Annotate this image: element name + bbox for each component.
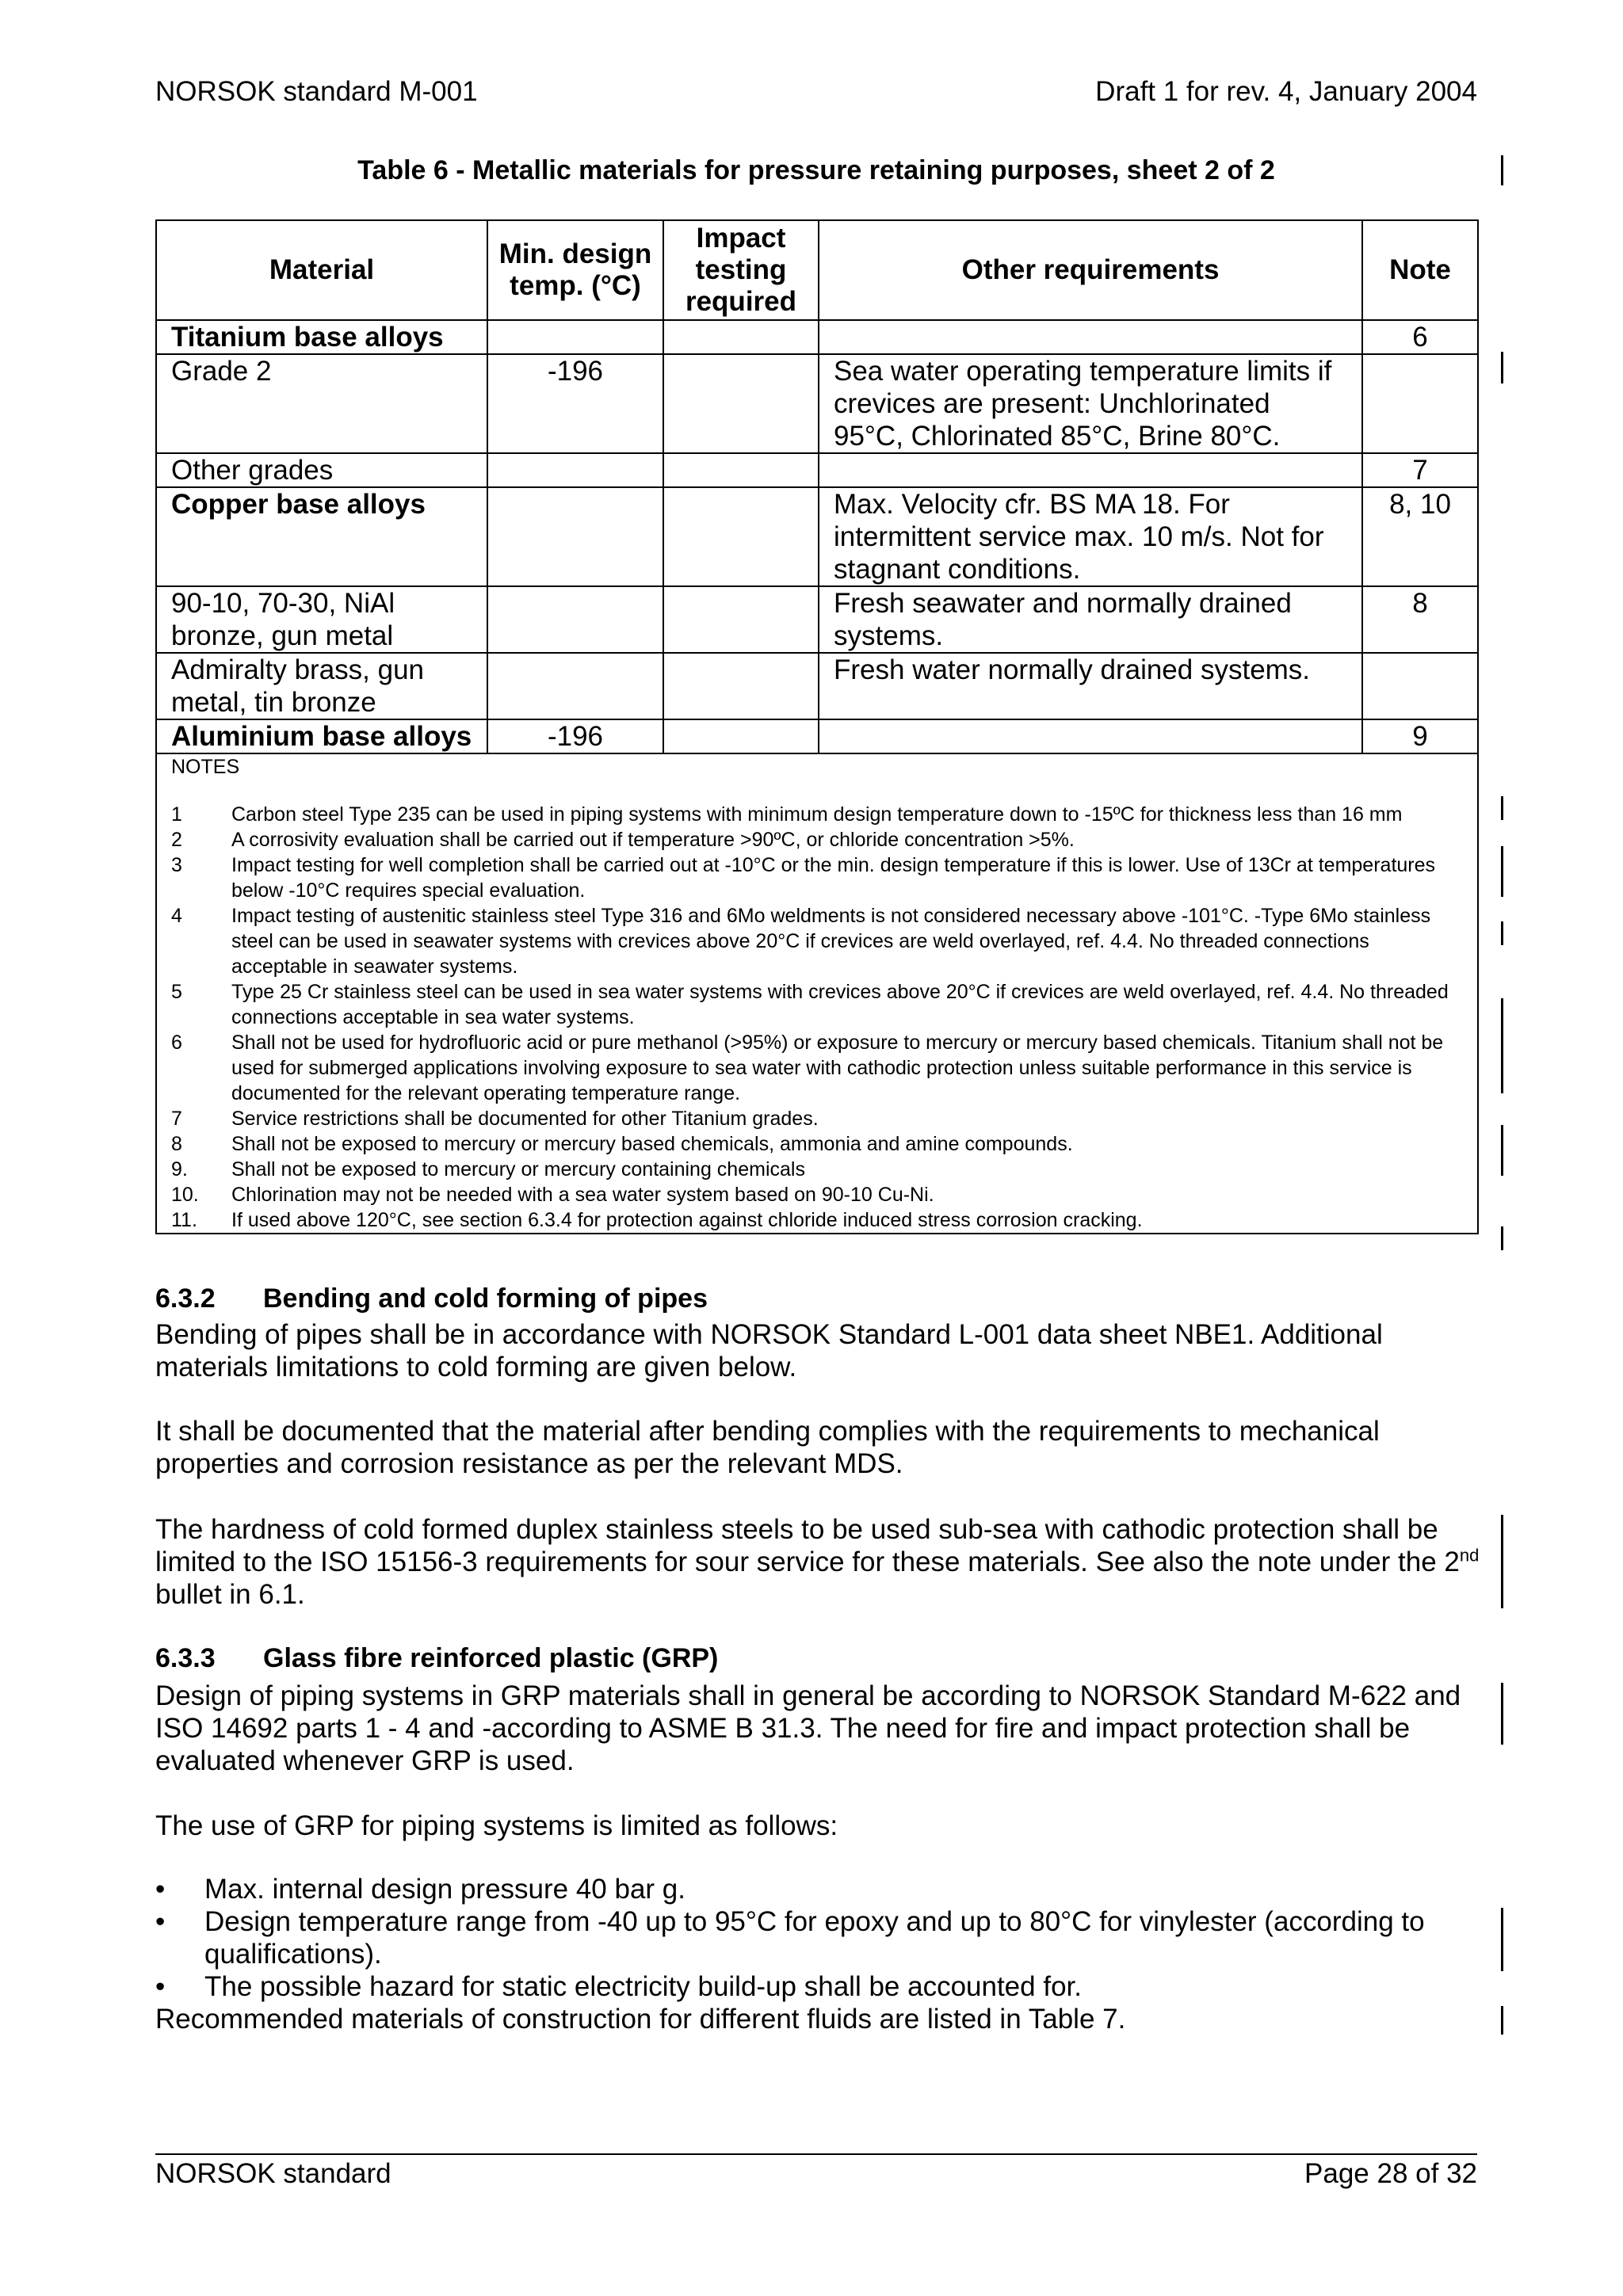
note-item bbox=[171, 852, 1463, 903]
change-bar bbox=[1501, 846, 1503, 897]
footer-left: NORSOK standard bbox=[155, 2158, 391, 2189]
cell-note: 7 bbox=[1362, 453, 1478, 487]
cell-other bbox=[819, 453, 1362, 487]
note-text: Service restrictions shall be documented for other Titanium grades. bbox=[231, 1108, 819, 1130]
note-text: Shall not be used for hydrofluoric acid or pure methanol (>95%) or exposure to mercury or mercury based chemicals. Titanium shall not be used for submerged applications involving exposure to sea water with cathodic protection unless suitable performance in this service is documented for the relevant operating temperature range. bbox=[231, 1032, 1444, 1104]
header-right: Draft 1 for rev. 4, January 2004 bbox=[1095, 76, 1477, 107]
paragraph-text: The hardness of cold formed duplex stainless steels to be used sub-sea with cathodic protection shall be limited to the ISO 15156-3 requirements for sour service for these materials. See also the note under the 2 bbox=[155, 1514, 1460, 1577]
table-row bbox=[156, 320, 1478, 354]
table-row bbox=[156, 653, 1478, 719]
table-caption: Table 6 - Metallic materials for pressure retaining purposes, sheet 2 of 2 bbox=[357, 155, 1275, 185]
note-item bbox=[171, 979, 1463, 1030]
note-text: Shall not be exposed to mercury or mercury containing chemicals bbox=[231, 1158, 805, 1180]
table-row bbox=[156, 719, 1478, 753]
cell-impact bbox=[663, 320, 819, 354]
cell-note: 8 bbox=[1362, 586, 1478, 653]
change-bar bbox=[1501, 2006, 1503, 2035]
cell-temp bbox=[487, 586, 663, 653]
notes-title: NOTES bbox=[171, 756, 240, 778]
note-number: 2 bbox=[171, 829, 182, 851]
change-bar bbox=[1501, 1683, 1503, 1745]
change-bar bbox=[1501, 1908, 1503, 1971]
cell-material: Copper base alloys bbox=[156, 487, 487, 586]
change-bar bbox=[1501, 921, 1503, 945]
col-header-material: Material bbox=[156, 220, 487, 320]
change-bar bbox=[1501, 1125, 1503, 1176]
cell-other: Max. Velocity cfr. BS MA 18. For intermittent service max. 10 m/s. Not for stagnant conditions. bbox=[819, 487, 1362, 586]
note-number: 9. bbox=[171, 1158, 188, 1180]
note-number: 6 bbox=[171, 1032, 182, 1054]
cell-material: Grade 2 bbox=[156, 354, 487, 453]
change-bar bbox=[1501, 1515, 1503, 1608]
cell-note bbox=[1362, 653, 1478, 719]
table-row bbox=[156, 487, 1478, 586]
note-number: 5 bbox=[171, 981, 182, 1003]
cell-impact bbox=[663, 487, 819, 586]
paragraph: Design of piping systems in GRP materials shall in general be according to NORSOK Standard M-622 and ISO 14692 parts 1 - 4 and -according to ASME B 31.3. The need for fire and impact protection shall be evaluated whenever GRP is used. bbox=[155, 1680, 1461, 1776]
note-text: Chlorination may not be needed with a sea water system based on 90-10 Cu-Ni. bbox=[231, 1184, 934, 1206]
note-number: 11. bbox=[171, 1209, 197, 1231]
note-number: 3 bbox=[171, 854, 182, 876]
note-item bbox=[171, 903, 1463, 979]
bullet-icon: • bbox=[155, 1971, 166, 2002]
change-bar bbox=[1501, 155, 1503, 185]
list-item bbox=[155, 1970, 1487, 2003]
list-item-text: The possible hazard for static electricity build-up shall be accounted for. bbox=[204, 1971, 1082, 2002]
paragraph: The use of GRP for piping systems is limited as follows: bbox=[155, 1810, 838, 1841]
note-item bbox=[171, 802, 1463, 827]
note-text: If used above 120°C, see section 6.3.4 for protection against chloride induced stress corrosion cracking. bbox=[231, 1209, 1143, 1231]
col-header-impact: Impact testing required bbox=[663, 220, 819, 320]
note-number: 4 bbox=[171, 905, 182, 927]
note-item bbox=[171, 1182, 1463, 1207]
note-item bbox=[171, 1030, 1463, 1106]
footer-divider bbox=[155, 2153, 1477, 2155]
cell-other bbox=[819, 320, 1362, 354]
section-title: Glass fibre reinforced plastic (GRP) bbox=[263, 1643, 719, 1673]
table-row bbox=[156, 354, 1478, 453]
cell-material: Aluminium base alloys bbox=[156, 719, 487, 753]
note-text: Type 25 Cr stainless steel can be used in sea water systems with crevices above 20°C if crevices are weld overlayed, ref. 4.4. No threaded connections acceptable in sea water systems. bbox=[231, 981, 1449, 1028]
section-title: Bending and cold forming of pipes bbox=[263, 1283, 708, 1314]
cell-temp bbox=[487, 653, 663, 719]
paragraph-text: bullet in 6.1. bbox=[155, 1579, 305, 1610]
list-item bbox=[155, 1873, 1487, 1905]
section-heading-6-3-3 bbox=[155, 1643, 718, 1674]
change-bar bbox=[1501, 1226, 1503, 1250]
note-item bbox=[171, 1106, 1463, 1131]
list-item-text: Design temperature range from -40 up to 95°C for epoxy and up to 80°C for vinylester (according to qualifications). bbox=[204, 1906, 1425, 1970]
table-row bbox=[156, 453, 1478, 487]
note-number: 8 bbox=[171, 1133, 182, 1155]
bullet-list bbox=[155, 1873, 1487, 2003]
note-item bbox=[171, 1157, 1463, 1182]
col-header-note: Note bbox=[1362, 220, 1478, 320]
cell-note: 9 bbox=[1362, 719, 1478, 753]
section-heading-6-3-2 bbox=[155, 1283, 708, 1314]
note-item bbox=[171, 827, 1463, 852]
note-number: 10. bbox=[171, 1184, 199, 1206]
change-bar bbox=[1501, 352, 1503, 383]
note-text: Impact testing of austenitic stainless steel Type 316 and 6Mo weldments is not considered necessary above -101°C. -Type 6Mo stainless steel can be used in seawater systems with crevices above 20°C if crevices are weld overlayed, ref. 4.4. No threaded connections acceptable in seawater systems. bbox=[231, 905, 1431, 978]
paragraph: Bending of pipes shall be in accordance with NORSOK Standard L-001 data sheet NBE1. Additional materials limitations to cold forming are given below. bbox=[155, 1319, 1383, 1383]
cell-temp bbox=[487, 487, 663, 586]
footer-page-number: Page 28 of 32 bbox=[1304, 2158, 1477, 2189]
change-bar bbox=[1501, 998, 1503, 1093]
cell-note: 6 bbox=[1362, 320, 1478, 354]
change-bar bbox=[1501, 796, 1503, 820]
paragraph: Recommended materials of construction for different fluids are listed in Table 7. bbox=[155, 2004, 1126, 2035]
section-number: 6.3.2 bbox=[155, 1283, 216, 1314]
cell-other: Sea water operating temperature limits if crevices are present: Unchlorinated 95°C, Chlorinated 85°C, Brine 80°C. bbox=[819, 354, 1362, 453]
notes-row bbox=[156, 753, 1478, 1234]
list-item bbox=[155, 1905, 1487, 1970]
note-text: Shall not be exposed to mercury or mercury based chemicals, ammonia and amine compounds. bbox=[231, 1133, 1073, 1155]
cell-temp: -196 bbox=[487, 719, 663, 753]
list-item-text: Max. internal design pressure 40 bar g. bbox=[204, 1874, 685, 1905]
table-row bbox=[156, 586, 1478, 653]
header-left: NORSOK standard M-001 bbox=[155, 76, 478, 107]
note-text: A corrosivity evaluation shall be carried out if temperature >90ºC, or chloride concentration >5%. bbox=[231, 829, 1075, 851]
cell-material: Admiralty brass, gun metal, tin bronze bbox=[156, 653, 487, 719]
cell-note bbox=[1362, 354, 1478, 453]
note-item bbox=[171, 1131, 1463, 1157]
bullet-icon: • bbox=[155, 1906, 166, 1937]
section-number: 6.3.3 bbox=[155, 1643, 216, 1673]
materials-table bbox=[155, 219, 1479, 1234]
col-header-min-temp: Min. design temp. (°C) bbox=[487, 220, 663, 320]
cell-note: 8, 10 bbox=[1362, 487, 1478, 586]
cell-impact bbox=[663, 453, 819, 487]
bullet-icon: • bbox=[155, 1874, 166, 1905]
note-text: Carbon steel Type 235 can be used in piping systems with minimum design temperature down to -15ºC for thickness less than 16 mm bbox=[231, 803, 1403, 826]
paragraph: It shall be documented that the material after bending complies with the requirements to mechanical properties and corrosion resistance as per the relevant MDS. bbox=[155, 1416, 1380, 1479]
cell-temp: -196 bbox=[487, 354, 663, 453]
cell-other: Fresh seawater and normally drained systems. bbox=[819, 586, 1362, 653]
cell-impact bbox=[663, 586, 819, 653]
cell-temp bbox=[487, 320, 663, 354]
cell-impact bbox=[663, 354, 819, 453]
notes-cell bbox=[156, 753, 1478, 1234]
cell-impact bbox=[663, 719, 819, 753]
note-number: 1 bbox=[171, 803, 182, 826]
cell-other bbox=[819, 719, 1362, 753]
superscript: nd bbox=[1459, 1545, 1480, 1566]
cell-other: Fresh water normally drained systems. bbox=[819, 653, 1362, 719]
cell-impact bbox=[663, 653, 819, 719]
paragraph bbox=[155, 1513, 1487, 1611]
note-item bbox=[171, 1207, 1463, 1233]
cell-material: Other grades bbox=[156, 453, 487, 487]
note-number: 7 bbox=[171, 1108, 182, 1130]
table-header-row bbox=[156, 220, 1478, 320]
cell-material: 90-10, 70-30, NiAl bronze, gun metal bbox=[156, 586, 487, 653]
note-text: Impact testing for well completion shall be carried out at -10°C or the min. design temperature if this is lower. Use of 13Cr at temperatures below -10°C requires special evaluation. bbox=[231, 854, 1436, 902]
cell-temp bbox=[487, 453, 663, 487]
cell-material: Titanium base alloys bbox=[156, 320, 487, 354]
col-header-other: Other requirements bbox=[819, 220, 1362, 320]
